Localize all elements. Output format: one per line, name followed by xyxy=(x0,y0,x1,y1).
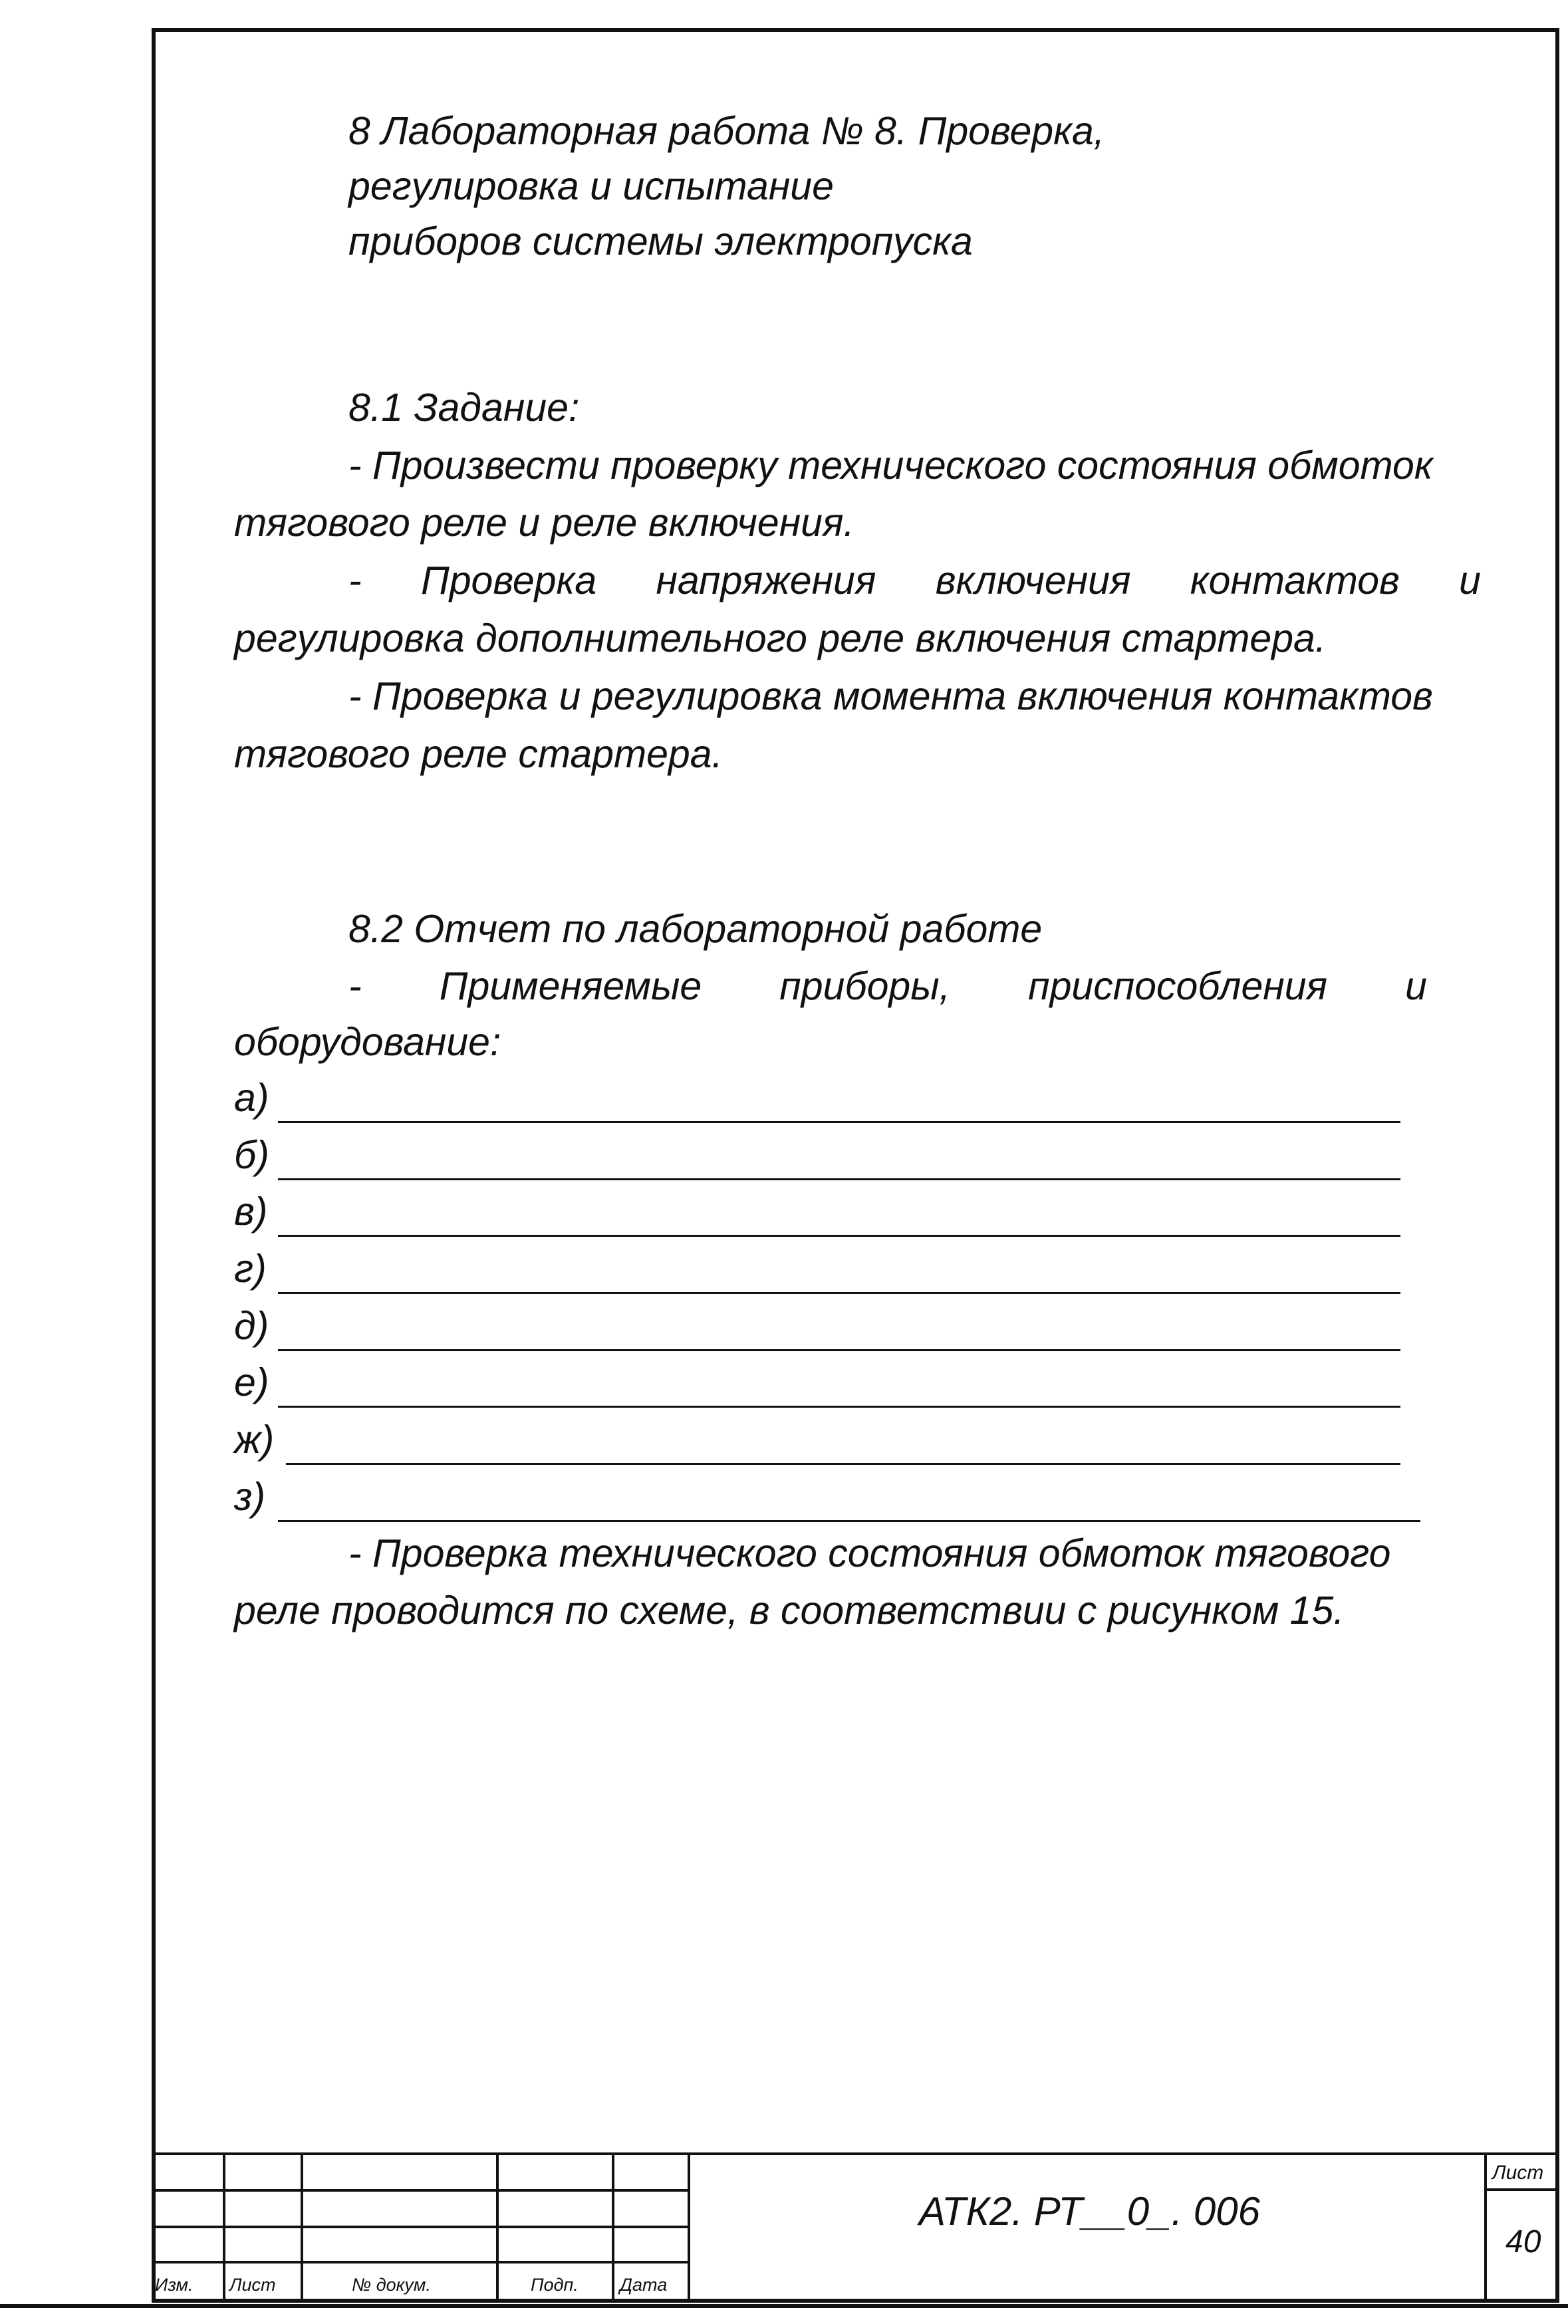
task-item-3-line-1: - Проверка и регулировка момента включения контактов xyxy=(348,674,1433,718)
title-block-row-line-2 xyxy=(152,2226,690,2228)
task-item-1-line-1: - Произвести проверку технического состояния обмоток xyxy=(348,444,1433,487)
title-block-row-line-1 xyxy=(152,2189,690,2192)
check-line-2: реле проводится по схеме, в соответствии с рисунком 15. xyxy=(234,1589,1345,1632)
word: контактов xyxy=(1190,559,1400,602)
title-block-col-line-5 xyxy=(688,2152,690,2303)
fill-line-d[interactable] xyxy=(278,1349,1400,1351)
equipment-line-1 xyxy=(348,964,1427,1008)
word: напряжения xyxy=(656,559,876,602)
word: Применяемые xyxy=(439,964,702,1008)
list-label-g: г) xyxy=(234,1247,267,1291)
document-code: АТК2. РТ__0_. 006 xyxy=(919,2189,1260,2234)
title-block-label-sign: Подп. xyxy=(531,2275,579,2295)
list-label-e: е) xyxy=(234,1360,269,1404)
report-heading: 8.2 Отчет по лабораторной работе xyxy=(348,907,1043,951)
word: Проверка xyxy=(420,559,597,602)
fill-line-b[interactable] xyxy=(278,1178,1400,1180)
word: приспособления xyxy=(1028,964,1328,1008)
title-block-col-line-2 xyxy=(301,2152,303,2303)
page-frame xyxy=(152,28,1559,2303)
fill-line-g[interactable] xyxy=(278,1292,1400,1294)
task-item-2-line-1 xyxy=(348,561,1481,600)
title-line-2: регулировка и испытание xyxy=(348,164,834,208)
list-label-b: б) xyxy=(234,1133,269,1177)
title-block-col-line-1 xyxy=(223,2152,225,2303)
check-line-1: - Проверка технического состояния обмоток тягового xyxy=(348,1531,1391,1575)
fill-line-v[interactable] xyxy=(278,1235,1400,1237)
list-label-d: д) xyxy=(234,1304,269,1348)
word: приборы, xyxy=(779,964,951,1008)
sheet-label: Лист xyxy=(1492,2162,1544,2184)
list-label-a: а) xyxy=(234,1076,269,1120)
fill-line-z[interactable] xyxy=(278,1520,1420,1522)
title-block-col-line-4 xyxy=(612,2152,614,2303)
sheet-cell-divider xyxy=(1486,2188,1559,2191)
sheet-cell-border xyxy=(1484,2152,1487,2303)
title-block-label-docnum: № докум. xyxy=(352,2275,431,2295)
word: - xyxy=(348,559,362,602)
fill-line-a[interactable] xyxy=(278,1121,1400,1123)
word: и xyxy=(1405,964,1427,1008)
bottom-rule xyxy=(0,2304,1568,2308)
task-item-1-line-2: тягового реле и реле включения. xyxy=(234,501,854,545)
task-item-3-line-2: тягового реле стартера. xyxy=(234,732,723,776)
title-block-col-line-3 xyxy=(496,2152,499,2303)
list-label-zh: ж) xyxy=(234,1418,275,1462)
word: включения xyxy=(935,559,1131,602)
list-label-z: з) xyxy=(234,1475,266,1519)
fill-line-e[interactable] xyxy=(278,1406,1400,1408)
title-line-3: приборов системы электропуска xyxy=(348,219,973,263)
equipment-line-2: оборудование: xyxy=(234,1020,501,1064)
title-line-1: 8 Лабораторная работа № 8. Проверка, xyxy=(348,109,1105,153)
title-block-label-izm: Изм. xyxy=(155,2275,194,2295)
title-block-top-border xyxy=(152,2152,1559,2155)
fill-line-zh[interactable] xyxy=(286,1463,1400,1465)
task-heading: 8.1 Задание: xyxy=(348,386,580,430)
title-block-label-date: Дата xyxy=(620,2275,668,2295)
title-block-label-list: Лист xyxy=(229,2275,276,2295)
sheet-number: 40 xyxy=(1505,2224,1541,2259)
task-item-2-line-2: регулировка дополнительного реле включения стартера. xyxy=(234,616,1327,660)
list-label-v: в) xyxy=(234,1190,268,1233)
title-block-row-line-3 xyxy=(152,2261,690,2263)
word: и xyxy=(1459,559,1481,602)
word: - xyxy=(348,964,362,1008)
